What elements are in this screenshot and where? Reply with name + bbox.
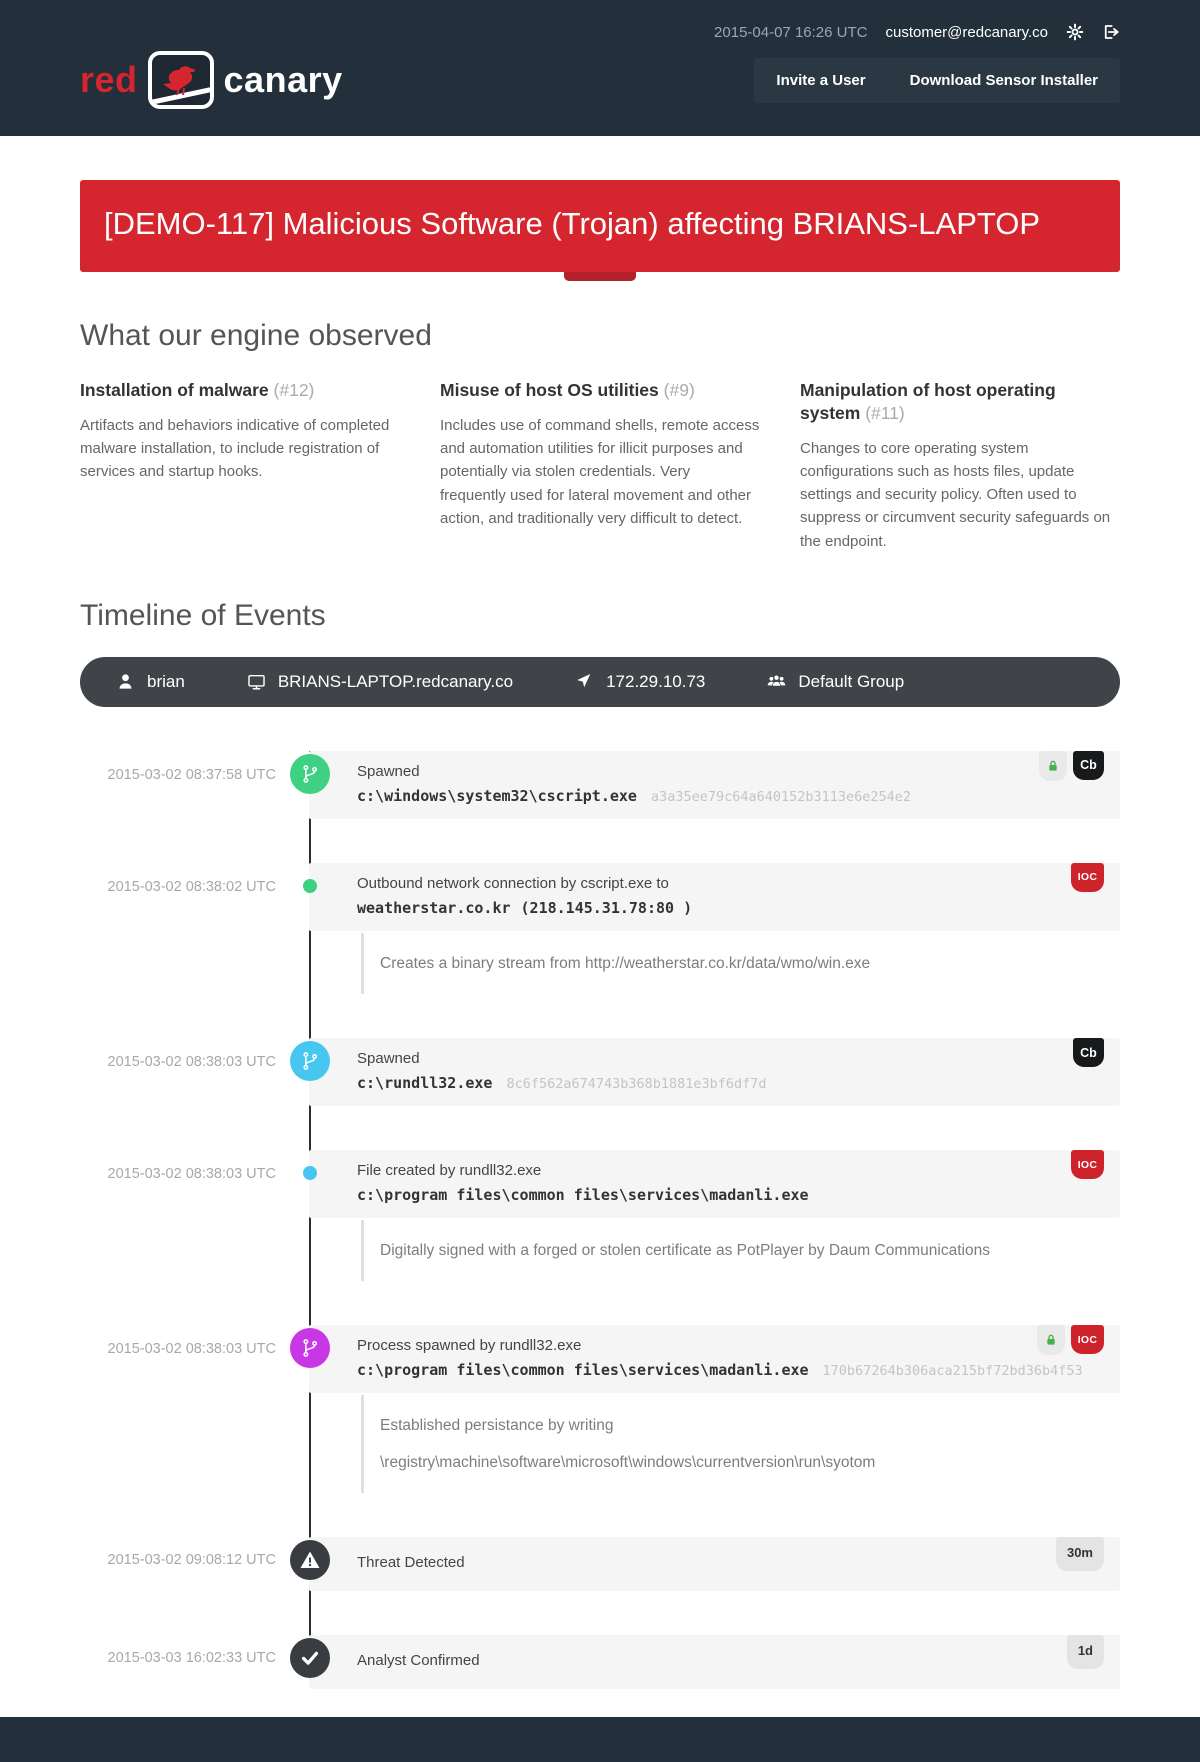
event-path: c:\program files\common files\services\madanli.exe	[357, 1186, 809, 1205]
logo-text-red: red	[80, 59, 138, 100]
observed-item-title: Misuse of host OS utilities	[440, 380, 659, 401]
process-fork-icon[interactable]	[290, 1041, 330, 1081]
event-note-text: Digitally signed with a forged or stolen certificate as PotPlayer by Daum Communications	[380, 1242, 990, 1260]
event-timestamp: 2015-03-02 08:37:58 UTC	[107, 766, 276, 783]
event-timestamp: 2015-03-03 16:02:33 UTC	[107, 1649, 276, 1666]
process-fork-icon[interactable]	[290, 754, 330, 794]
event-path: c:\program files\common files\services\madanli.exe	[357, 1361, 809, 1380]
carbon-black-badge[interactable]: Cb	[1073, 751, 1104, 780]
host-user-label: brian	[147, 671, 185, 691]
timeline-event	[80, 1635, 1120, 1689]
event-path: c:\windows\system32\cscript.exe	[357, 786, 637, 805]
ioc-badge[interactable]: IOC	[1071, 1325, 1104, 1354]
event-timestamp: 2015-03-02 08:38:03 UTC	[107, 1054, 276, 1071]
event-note	[361, 933, 1120, 994]
observed-item-ref[interactable]: (#12)	[273, 380, 315, 401]
event-path: c:\rundll32.exe	[357, 1074, 493, 1093]
observed-item-body: Changes to core operating system configurations such as hosts files, update settings and security policy. Often used to suppress or circumvent security safeguards on the endpoint.	[800, 439, 1111, 550]
carbon-black-badge[interactable]: Cb	[1073, 1038, 1104, 1067]
timeline-event	[80, 863, 1120, 994]
process-fork-icon[interactable]	[290, 1328, 330, 1368]
header-nav	[754, 58, 1120, 103]
host-ip[interactable]	[575, 672, 705, 692]
event-card[interactable]	[309, 1038, 1120, 1106]
duration-badge: 1d	[1067, 1635, 1104, 1669]
event-note	[361, 1395, 1120, 1493]
session-timestamp: 2015-04-07 16:26 UTC	[714, 23, 868, 41]
timeline-heading: Timeline of Events	[80, 598, 326, 632]
threat-warning-icon[interactable]	[290, 1540, 330, 1580]
event-timestamp: 2015-03-02 09:08:12 UTC	[107, 1551, 276, 1568]
site-header	[0, 0, 1200, 136]
event-note-registry-path: \registry\machine\software\microsoft\windows\currentversion\run\syotom	[380, 1453, 876, 1471]
event-card[interactable]	[309, 1325, 1120, 1393]
event-title: Analyst Confirmed	[357, 1651, 480, 1669]
detection-title: [DEMO-117] Malicious Software (Trojan) affecting BRIANS-LAPTOP	[104, 206, 1041, 241]
event-title: Threat Detected	[357, 1553, 465, 1571]
host-summary-bar	[80, 657, 1120, 707]
host-group-label: Default Group	[798, 671, 905, 691]
network-event-dot[interactable]	[303, 879, 317, 893]
detection-title-banner	[80, 180, 1120, 272]
confirmed-check-icon[interactable]	[290, 1638, 330, 1678]
host-hostname[interactable]	[247, 672, 513, 692]
location-arrow-icon	[575, 672, 594, 691]
observed-item-ref[interactable]: (#11)	[865, 402, 905, 423]
event-title: Spawned	[357, 762, 420, 780]
timeline-event	[80, 1038, 1120, 1106]
host-user[interactable]	[116, 672, 185, 692]
event-hash: 8c6f562a674743b368b1881e3bf6df7d	[506, 1076, 767, 1093]
download-sensor-installer-button[interactable]: Download Sensor Installer	[909, 72, 1098, 89]
canary-bird-icon	[148, 51, 214, 109]
event-hash: a3a35ee79c64a640152b3113e6e254e2	[650, 788, 912, 805]
host-hostname-label: BRIANS-LAPTOP.redcanary.co	[277, 671, 514, 691]
event-note-text: Established persistance by writing	[380, 1417, 614, 1435]
event-card[interactable]	[309, 751, 1120, 819]
observed-item-title: Manipulation of host operating system	[800, 380, 1056, 423]
host-group[interactable]	[767, 672, 904, 692]
monitor-icon	[247, 672, 266, 691]
event-timestamp: 2015-03-02 08:38:03 UTC	[107, 1166, 276, 1183]
observed-heading: What our engine observed	[80, 319, 432, 353]
event-title: Process spawned by rundll32.exe	[357, 1337, 582, 1355]
observed-item	[800, 379, 1120, 553]
gear-icon[interactable]	[1066, 23, 1084, 41]
event-note-text: Creates a binary stream from http://weatherstar.co.kr/data/wmo/win.exe	[380, 954, 871, 972]
observed-item	[440, 379, 760, 553]
red-canary-logo[interactable]	[80, 0, 343, 136]
event-domain: weatherstar.co.kr	[357, 898, 511, 917]
banner-expander-tab[interactable]	[564, 272, 636, 281]
event-card[interactable]	[309, 863, 1120, 931]
observed-item	[80, 379, 400, 553]
event-card[interactable]	[309, 1537, 1120, 1591]
host-ip-label: 172.29.10.73	[606, 671, 706, 691]
timeline-event	[80, 751, 1120, 819]
sign-out-icon[interactable]	[1102, 23, 1120, 41]
event-note	[361, 1220, 1120, 1281]
file-event-dot[interactable]	[303, 1166, 317, 1180]
event-title: Outbound network connection by cscript.exe to	[357, 874, 669, 892]
observed-item-ref[interactable]: (#9)	[663, 380, 695, 401]
timeline-event	[80, 1325, 1120, 1493]
event-card[interactable]	[309, 1150, 1120, 1218]
observed-grid	[80, 379, 1120, 553]
observed-item-body: Artifacts and behaviors indicative of completed malware installation, to include registration of services and startup hooks.	[80, 416, 390, 481]
timeline-body	[80, 751, 1120, 1689]
event-ip-port: (218.145.31.78:80 )	[520, 898, 693, 917]
ioc-badge[interactable]: IOC	[1071, 863, 1104, 892]
invite-user-button[interactable]: Invite a User	[776, 72, 866, 89]
signed-lock-badge[interactable]	[1039, 751, 1067, 781]
timeline-event	[80, 1537, 1120, 1591]
timeline-event	[80, 1150, 1120, 1281]
account-email[interactable]: customer@redcanary.co	[885, 23, 1048, 41]
event-card[interactable]	[309, 1635, 1120, 1689]
event-title: File created by rundll32.exe	[357, 1162, 542, 1180]
event-hash: 170b67264b306aca215bf72bd36b4f53	[822, 1363, 1083, 1380]
event-timestamp: 2015-03-02 08:38:03 UTC	[107, 1341, 276, 1358]
users-group-icon	[767, 672, 786, 691]
signed-lock-badge[interactable]	[1037, 1325, 1065, 1355]
event-timestamp: 2015-03-02 08:38:02 UTC	[107, 878, 276, 895]
observed-item-title: Installation of malware	[80, 380, 269, 401]
event-title: Spawned	[357, 1050, 420, 1068]
duration-badge: 30m	[1056, 1537, 1104, 1571]
observed-item-body: Includes use of command shells, remote access and automation utilities for illicit purposes and potentially via stolen credentials. Very frequently used for lateral movement and other action, and traditionally very difficult to detect.	[440, 416, 760, 527]
user-icon	[116, 672, 135, 691]
logo-text-canary: canary	[223, 59, 343, 100]
site-footer	[0, 1717, 1200, 1762]
ioc-badge[interactable]: IOC	[1071, 1150, 1104, 1179]
